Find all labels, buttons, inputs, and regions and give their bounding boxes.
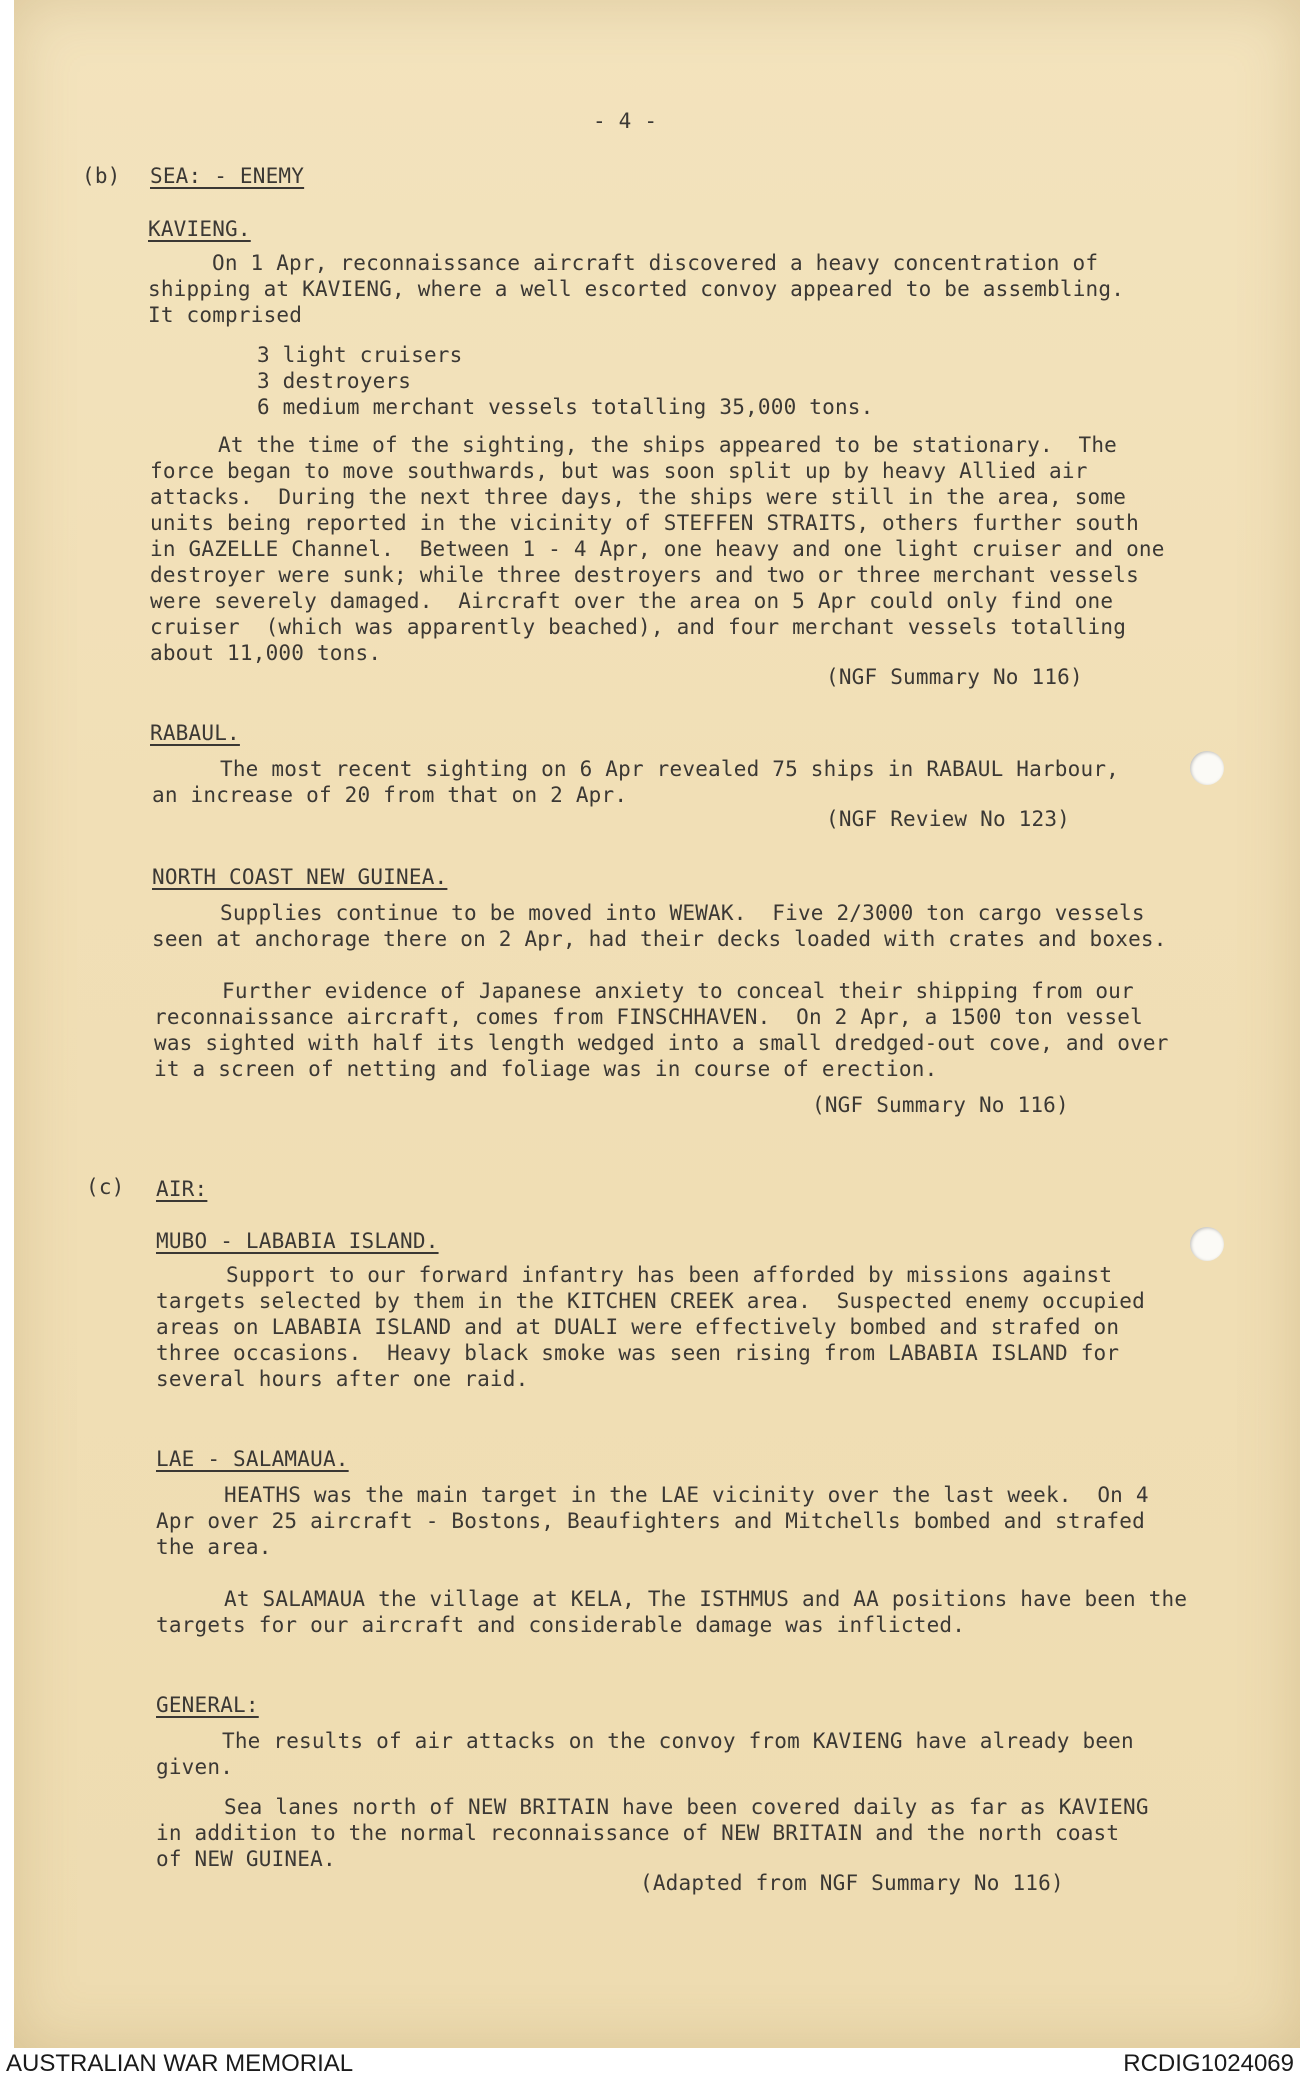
footer-institution: AUSTRALIAN WAR MEMORIAL	[6, 2050, 354, 2077]
section-c-title: AIR:	[156, 1177, 208, 1201]
kavieng-para2-line: cruiser (which was apparently beached), and four merchant vessels totalling	[150, 615, 1127, 639]
general-para2-line: in addition to the normal reconnaissance of NEW BRITAIN and the north coast	[156, 1821, 1120, 1845]
north-coast-para2-line: reconnaissance aircraft, comes from FINSCHHAVEN. On 2 Apr, a 1500 ton vessel	[154, 1005, 1143, 1029]
rabaul-source: (NGF Review No 123)	[826, 807, 1071, 831]
mubo-para-line: areas on LABABIA ISLAND and at DUALI were effectively bombed and strafed on	[156, 1315, 1120, 1339]
kavieng-list-item: 6 medium merchant vessels totalling 35,000 tons.	[257, 395, 874, 419]
lae-para1-line: the area.	[156, 1535, 272, 1559]
mubo-heading: MUBO - LABABIA ISLAND.	[156, 1229, 439, 1253]
north-coast-heading: NORTH COAST NEW GUINEA.	[152, 865, 448, 889]
mubo-para-line: targets selected by them in the KITCHEN CREEK area. Suspected enemy occupied	[156, 1289, 1145, 1313]
kavieng-para1-line3: It comprised	[148, 303, 303, 327]
kavieng-para1-line1: On 1 Apr, reconnaissance aircraft discovered a heavy concentration of	[212, 251, 1099, 275]
general-heading: GENERAL:	[156, 1693, 259, 1717]
north-coast-para1-line: seen at anchorage there on 2 Apr, had their decks loaded with crates and boxes.	[152, 927, 1167, 951]
kavieng-para2-line: destroyer were sunk; while three destroyers and two or three merchant vessels	[150, 563, 1139, 587]
lae-para2-line: At SALAMAUA the village at KELA, The ISTHMUS and AA positions have been the	[224, 1587, 1188, 1611]
kavieng-heading: KAVIENG.	[148, 217, 251, 241]
lae-para2-line: targets for our aircraft and considerable damage was inflicted.	[156, 1613, 966, 1637]
lae-para1-line: Apr over 25 aircraft - Bostons, Beaufighters and Mitchells bombed and strafed	[156, 1509, 1145, 1533]
general-para2-line: of NEW GUINEA.	[156, 1847, 336, 1871]
punch-hole-top	[1190, 751, 1224, 785]
kavieng-list-item: 3 destroyers	[257, 369, 412, 393]
rabaul-heading: RABAUL.	[150, 721, 240, 745]
kavieng-para2-line: about 11,000 tons.	[150, 641, 382, 665]
general-para1-line: given.	[156, 1755, 234, 1779]
general-para1-line: The results of air attacks on the convoy from KAVIENG have already been	[222, 1729, 1134, 1753]
kavieng-para2-line: units being reported in the vicinity of STEFFEN STRAITS, others further south	[150, 511, 1139, 535]
kavieng-list-item: 3 light cruisers	[257, 343, 463, 367]
north-coast-para1-line: Supplies continue to be moved into WEWAK. Five 2/3000 ton cargo vessels	[220, 901, 1145, 925]
mubo-para-line: Support to our forward infantry has been afforded by missions against	[226, 1263, 1113, 1287]
north-coast-para2-line: Further evidence of Japanese anxiety to conceal their shipping from our	[222, 979, 1134, 1003]
kavieng-para2-line: At the time of the sighting, the ships appeared to be stationary. The	[218, 433, 1118, 457]
lae-heading: LAE - SALAMAUA.	[156, 1447, 349, 1471]
punch-hole-bottom	[1190, 1227, 1224, 1261]
section-c-marker: (c)	[86, 1175, 125, 1199]
mubo-para-line: three occasions. Heavy black smoke was seen rising from LABABIA ISLAND for	[156, 1341, 1120, 1365]
north-coast-para2-line: it a screen of netting and foliage was in course of erection.	[154, 1057, 938, 1081]
lae-para1-line: HEATHS was the main target in the LAE vicinity over the last week. On 4	[224, 1483, 1149, 1507]
page-number: - 4 -	[593, 109, 658, 133]
general-para2-line: Sea lanes north of NEW BRITAIN have been covered daily as far as KAVIENG	[224, 1795, 1149, 1819]
footer-document-id: RCDIG1024069	[1123, 2050, 1294, 2077]
kavieng-para1-line2: shipping at KAVIENG, where a well escorted convoy appeared to be assembling.	[148, 277, 1125, 301]
north-coast-para2-line: was sighted with half its length wedged into a small dredged-out cove, and over	[154, 1031, 1169, 1055]
kavieng-source: (NGF Summary No 116)	[826, 665, 1083, 689]
kavieng-para2-line: in GAZELLE Channel. Between 1 - 4 Apr, one heavy and one light cruiser and one	[150, 537, 1165, 561]
north-coast-source: (NGF Summary No 116)	[812, 1093, 1069, 1117]
section-b-marker: (b)	[82, 164, 121, 188]
kavieng-para2-line: were severely damaged. Aircraft over the area on 5 Apr could only find one	[150, 589, 1114, 613]
kavieng-para2-line: attacks. During the next three days, the ships were still in the area, some	[150, 485, 1127, 509]
rabaul-para-line: The most recent sighting on 6 Apr revealed 75 ships in RABAUL Harbour,	[220, 757, 1120, 781]
rabaul-para-line: an increase of 20 from that on 2 Apr.	[152, 783, 628, 807]
section-b-title: SEA: - ENEMY	[150, 164, 305, 188]
general-source: (Adapted from NGF Summary No 116)	[640, 1871, 1064, 1895]
mubo-para-line: several hours after one raid.	[156, 1367, 529, 1391]
kavieng-para2-line: force began to move southwards, but was soon split up by heavy Allied air	[150, 459, 1088, 483]
